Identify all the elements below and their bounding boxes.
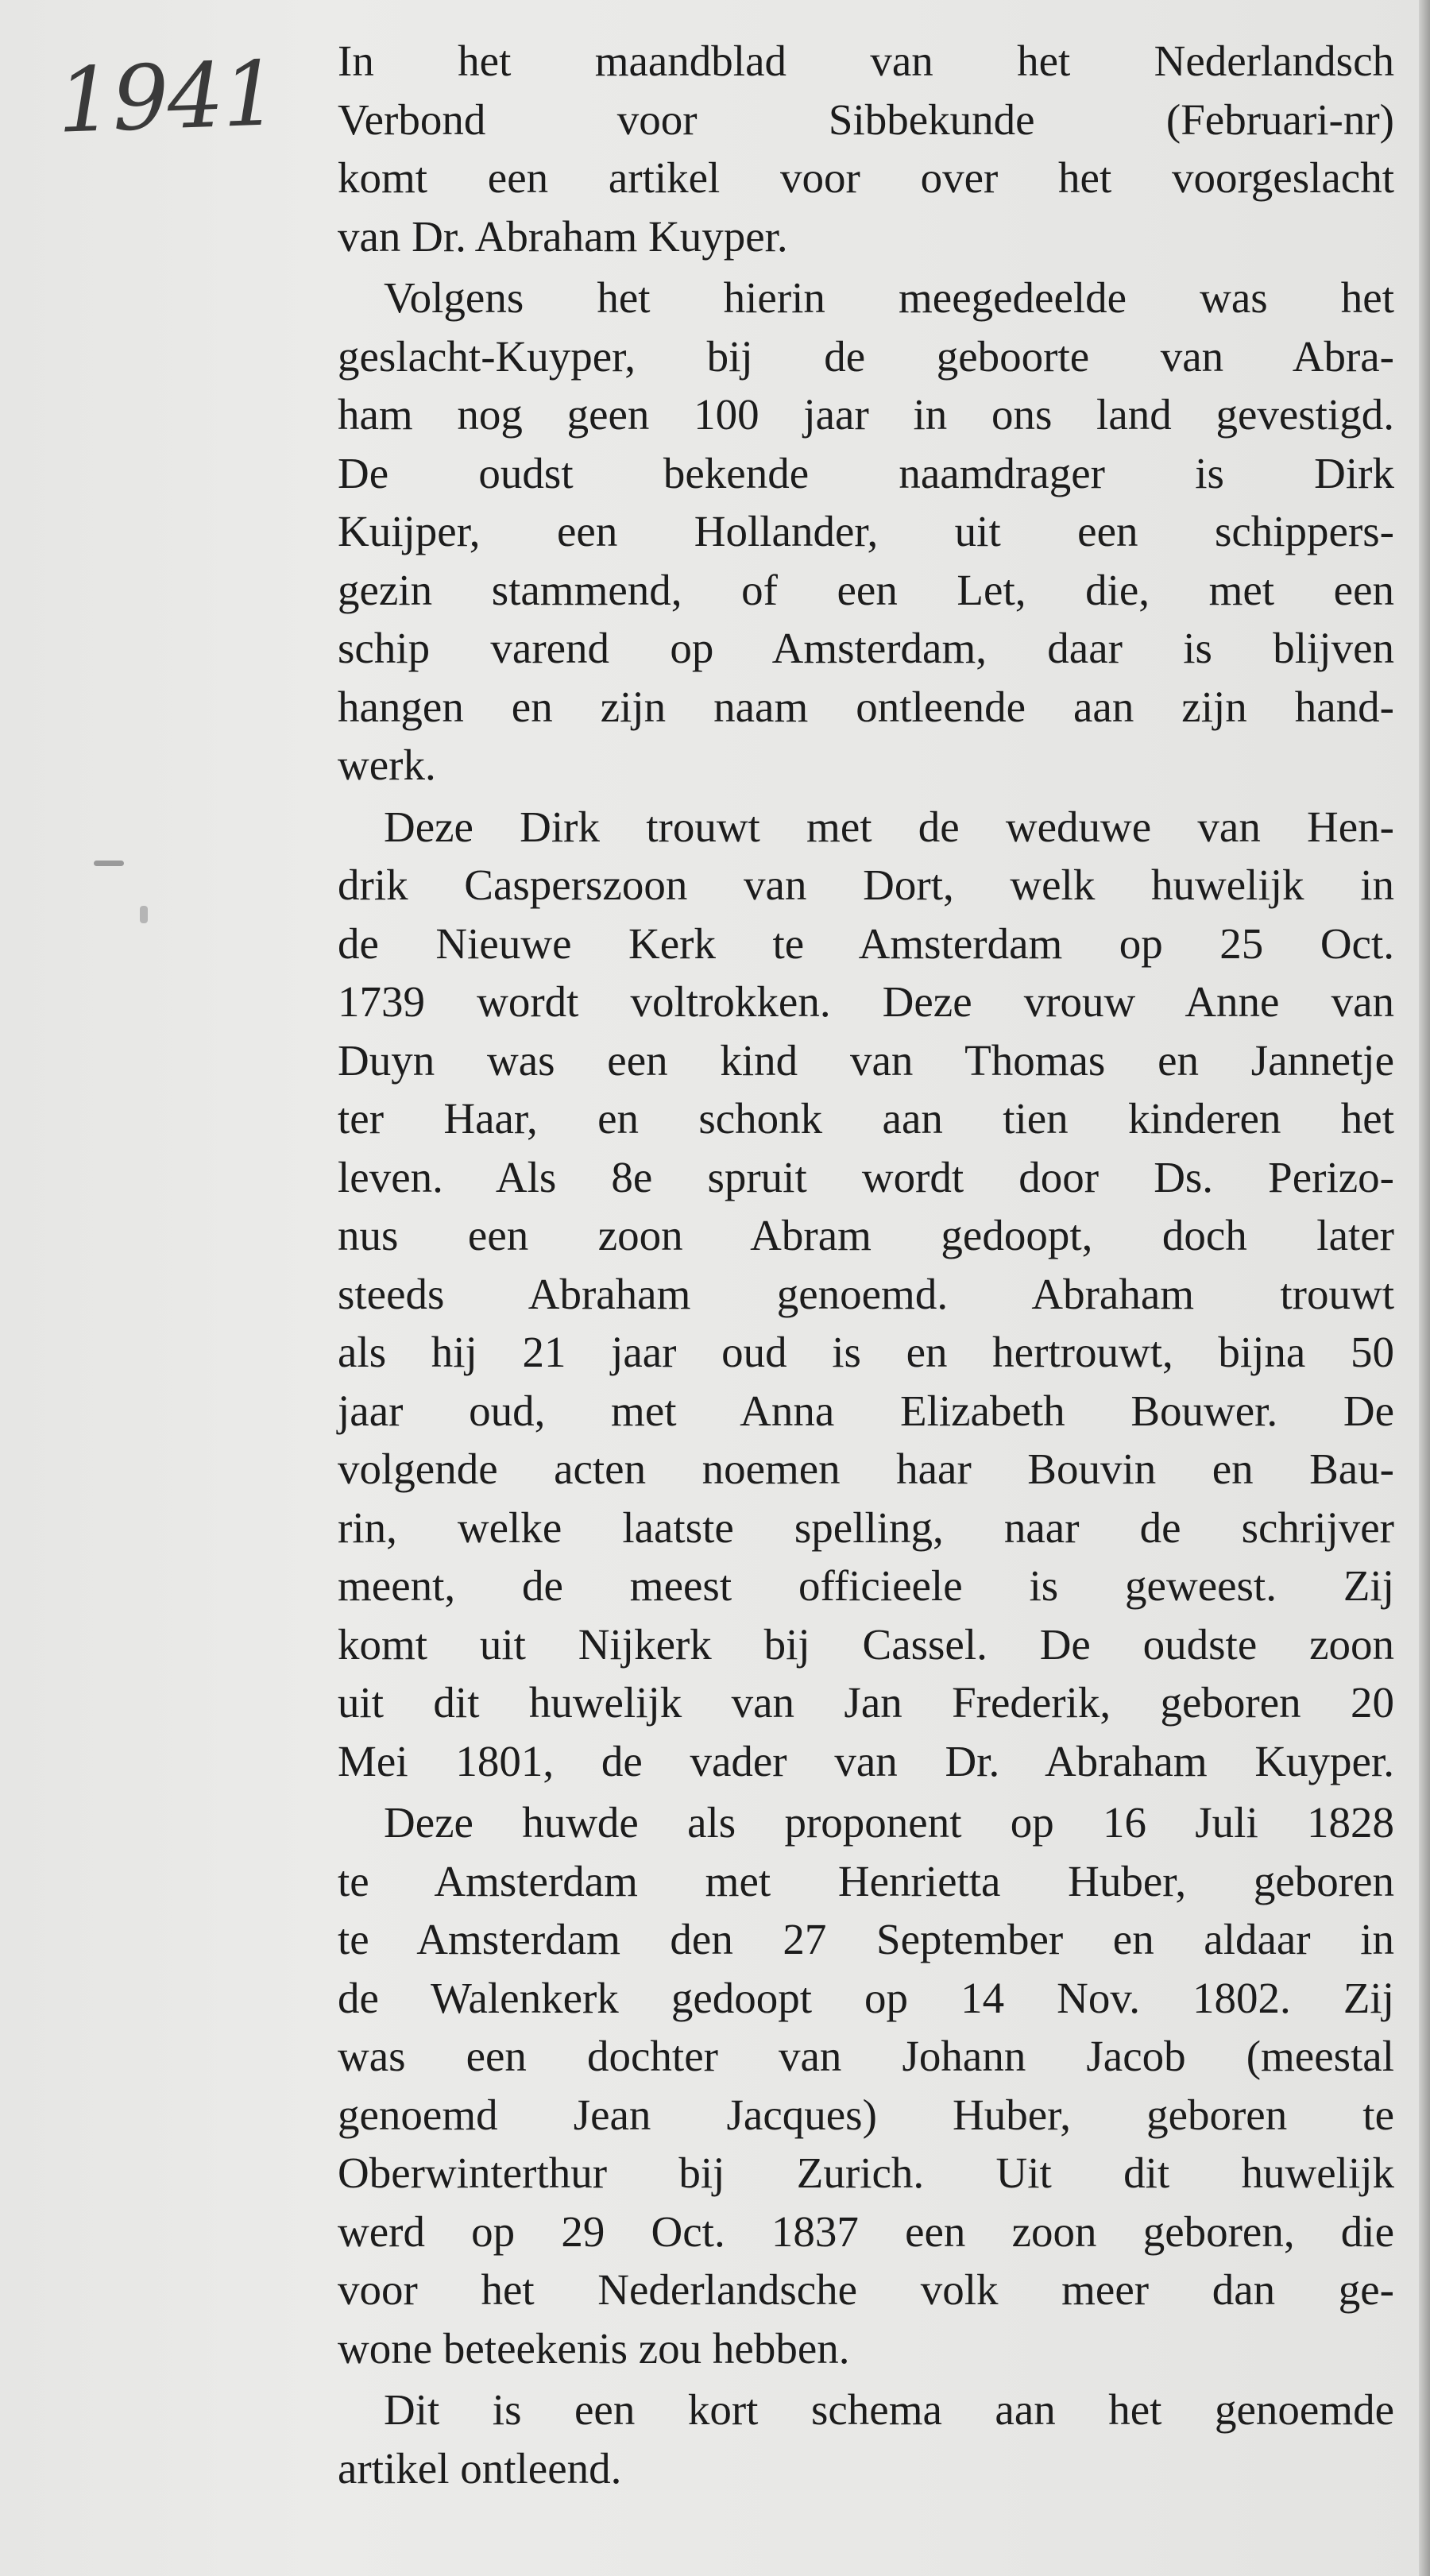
text-line: Mei 1801, de vader van Dr. Abraham Kuyper. bbox=[338, 1736, 1394, 1785]
text-line: te Amsterdam den 27 September en aldaar in bbox=[338, 1915, 1394, 1963]
text-line: gezin stammend, of een Let, die, met een bbox=[338, 565, 1394, 614]
text-line: geslacht-Kuyper, bij de geboorte van Abra- bbox=[338, 331, 1394, 381]
text-line: Volgens het hierin meegedeelde was het bbox=[384, 273, 1394, 322]
text-line: uit dit huwelijk van Jan Frederik, geboren 20 bbox=[338, 1678, 1394, 1727]
text-line: jaar oud, met Anna Elizabeth Bouwer. De bbox=[338, 1386, 1394, 1435]
text-line: volgende acten noemen haar Bouvin en Bau- bbox=[338, 1445, 1394, 1493]
paragraph-closing bbox=[338, 2381, 1394, 2497]
text-line: In het maandblad van het Nederlandsch bbox=[338, 37, 1394, 85]
text-line: ter Haar, en schonk aan tien kinderen het bbox=[338, 1094, 1394, 1143]
handwritten-year-note: 1941 bbox=[55, 42, 280, 153]
text-line: voor het Nederlandsche volk meer dan ge- bbox=[338, 2265, 1394, 2314]
text-line: rin, welke laatste spelling, naar de schrijver bbox=[338, 1503, 1394, 1552]
text-line: Kuijper, een Hollander, uit een schippers- bbox=[338, 507, 1394, 555]
text-line: schip varend op Amsterdam, daar is blijven bbox=[338, 624, 1394, 672]
text-line: werd op 29 Oct. 1837 een zoon geboren, die bbox=[338, 2207, 1394, 2256]
paragraph-origin bbox=[338, 269, 1394, 795]
text-line: komt een artikel voor over het voorgeslacht bbox=[338, 153, 1394, 202]
text-line: De oudst bekende naamdrager is Dirk bbox=[338, 448, 1394, 497]
text-line: van Dr. Abraham Kuyper. bbox=[338, 211, 788, 261]
text-line: Verbond voor Sibbekunde (Februari-nr) bbox=[338, 95, 1394, 144]
text-line: Deze huwde als proponent op 16 Juli 1828 bbox=[384, 1798, 1394, 1847]
text-line: wone beteekenis zou hebben. bbox=[338, 2323, 850, 2373]
text-line: leven. Als 8e spruit wordt door Ds. Perizo- bbox=[338, 1152, 1394, 1201]
text-line: te Amsterdam met Henrietta Huber, geboren bbox=[338, 1856, 1394, 1905]
text-line: meent, de meest officieele is geweest. Zij bbox=[338, 1561, 1394, 1610]
text-line: steeds Abraham genoemd. Abraham trouwt bbox=[338, 1269, 1394, 1318]
paragraph-intro bbox=[338, 32, 1394, 265]
text-line: Oberwinterthur bij Zurich. Uit dit huwelijk bbox=[338, 2149, 1394, 2197]
text-line: komt uit Nijkerk bij Cassel. De oudste zoon bbox=[338, 1619, 1394, 1669]
text-line: hangen en zijn naam ontleende aan zijn hand- bbox=[338, 682, 1394, 731]
text-line: nus een zoon Abram gedoopt, doch later bbox=[338, 1211, 1394, 1259]
text-line: de Nieuwe Kerk te Amsterdam op 25 Oct. bbox=[338, 919, 1394, 968]
text-line: artikel ontleend. bbox=[338, 2443, 622, 2493]
paragraph-dirk bbox=[338, 798, 1394, 1791]
margin-smudge bbox=[140, 906, 148, 923]
text-line: genoemd Jean Jacques) Huber, geboren te bbox=[338, 2090, 1394, 2139]
text-line: Dit is een kort schema aan het genoemde bbox=[384, 2385, 1394, 2434]
text-line: werk. bbox=[338, 741, 436, 789]
text-line: drik Casperszoon van Dort, welk huwelijk in bbox=[338, 861, 1394, 909]
text-line: als hij 21 jaar oud is en hertrouwt, bijna 50 bbox=[338, 1328, 1394, 1376]
text-line: ham nog geen 100 jaar in ons land gevestigd. bbox=[338, 390, 1394, 439]
article-body bbox=[338, 32, 1394, 2497]
clipping-edge bbox=[1419, 0, 1430, 2576]
text-line: Duyn was een kind van Thomas en Jannetje bbox=[338, 1035, 1394, 1085]
margin-smudge bbox=[94, 861, 124, 866]
text-line: de Walenkerk gedoopt op 14 Nov. 1802. Zij bbox=[338, 1973, 1394, 2022]
text-line: Deze Dirk trouwt met de weduwe van Hen- bbox=[384, 802, 1394, 851]
paragraph-marriage bbox=[338, 1793, 1394, 2377]
text-line: was een dochter van Johann Jacob (meestal bbox=[338, 2032, 1394, 2080]
text-line: 1739 wordt voltrokken. Deze vrouw Anne van bbox=[338, 977, 1394, 1026]
